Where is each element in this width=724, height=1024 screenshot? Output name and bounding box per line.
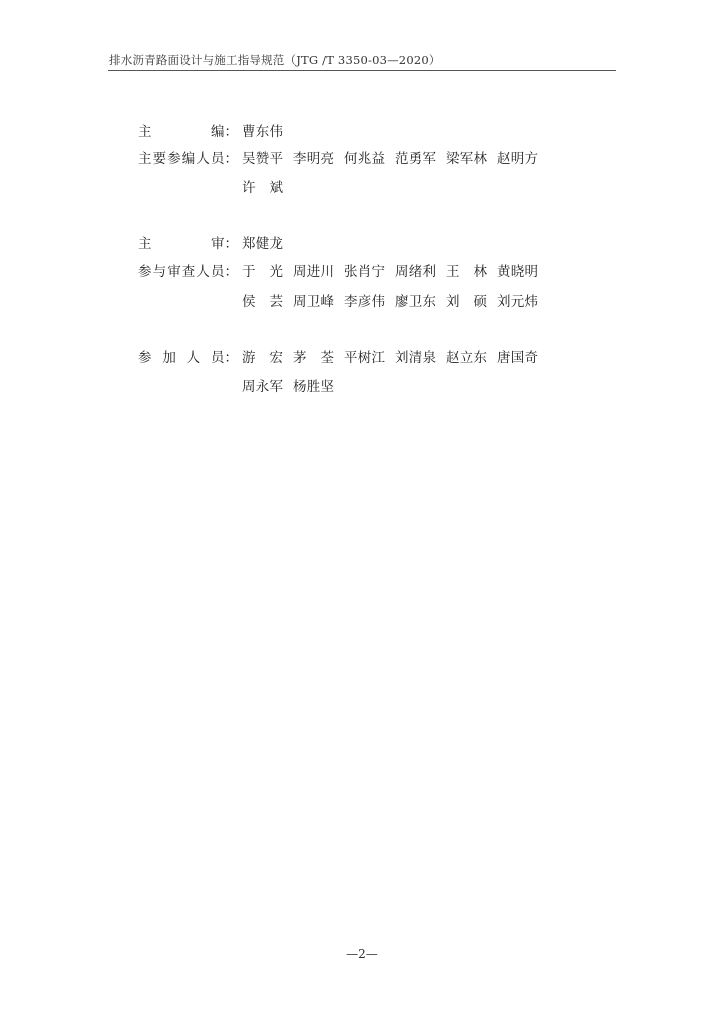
name-row xyxy=(242,294,538,310)
name-row xyxy=(242,236,283,252)
role-label-char: 人 xyxy=(196,264,210,280)
person-name: 梁 军 林 xyxy=(446,151,487,167)
name-row xyxy=(242,124,283,140)
person-name: 曹 东 伟 xyxy=(242,124,283,140)
role-label-char: 参 xyxy=(167,151,181,167)
person-name: 游 宏 xyxy=(242,350,283,366)
person-name: 范 勇 军 xyxy=(395,151,436,167)
role-label-char: 编： xyxy=(211,124,238,140)
role-label xyxy=(138,151,238,167)
person-name: 周 进 川 xyxy=(293,264,334,280)
person-name: 侯 芸 xyxy=(242,294,283,310)
person-name: 于 光 xyxy=(242,264,283,280)
role-label xyxy=(138,264,238,280)
role-label xyxy=(138,350,238,366)
person-name: 黄 晓 明 xyxy=(497,264,538,280)
person-name: 周 卫 峰 xyxy=(293,294,334,310)
role-label xyxy=(138,236,238,252)
person-name: 杨 胜 坚 xyxy=(293,379,334,395)
person-name: 周 绪 利 xyxy=(395,264,436,280)
role-label-char: 主 xyxy=(138,236,152,252)
person-name: 刘 硕 xyxy=(446,294,487,310)
person-name: 许 斌 xyxy=(242,180,283,196)
role-label-char: 编 xyxy=(181,151,196,167)
role-label-char: 要 xyxy=(152,151,167,167)
role-label-char: 人 xyxy=(186,350,201,366)
person-name: 何 兆 益 xyxy=(344,151,385,167)
name-row xyxy=(242,151,538,167)
person-name: 平 树 江 xyxy=(344,350,385,366)
person-name: 李 明 亮 xyxy=(293,151,334,167)
role-label-char: 查 xyxy=(181,264,196,280)
role-label-char: 主 xyxy=(138,124,152,140)
person-name: 张 肖 宁 xyxy=(344,264,385,280)
role-label-char: 加 xyxy=(162,350,176,366)
page-header-title: 排水沥青路面设计与施工指导规范（JTG /T 3350-03—2020） xyxy=(109,53,441,67)
role-label-char: 员： xyxy=(210,264,238,280)
role-label-char: 主 xyxy=(138,151,152,167)
person-name: 王 林 xyxy=(446,264,487,280)
page-number: —2— xyxy=(346,947,378,961)
name-row xyxy=(242,350,538,366)
name-row xyxy=(242,379,334,395)
person-name: 廖 卫 东 xyxy=(395,294,436,310)
role-label-char: 参 xyxy=(138,264,152,280)
role-label-char: 与 xyxy=(152,264,167,280)
person-name: 刘 清 泉 xyxy=(395,350,436,366)
person-name: 郑 健 龙 xyxy=(242,236,283,252)
person-name: 茅 荃 xyxy=(293,350,334,366)
role-label-char: 员： xyxy=(210,350,238,366)
person-name: 周 永 军 xyxy=(242,379,283,395)
role-label-char: 人 xyxy=(196,151,210,167)
role-label-char: 参 xyxy=(138,350,152,366)
role-label xyxy=(138,124,238,140)
name-row xyxy=(242,180,283,196)
person-name: 赵 明 方 xyxy=(497,151,538,167)
person-name: 李 彦 伟 xyxy=(344,294,385,310)
person-name: 刘 元 炜 xyxy=(497,294,538,310)
role-label-char: 审 xyxy=(167,264,181,280)
role-label-char: 员： xyxy=(210,151,238,167)
role-label-char: 审： xyxy=(211,236,238,252)
person-name: 吴 赞 平 xyxy=(242,151,283,167)
person-name: 赵 立 东 xyxy=(446,350,487,366)
person-name: 唐 国 奇 xyxy=(497,350,538,366)
name-row xyxy=(242,264,538,280)
